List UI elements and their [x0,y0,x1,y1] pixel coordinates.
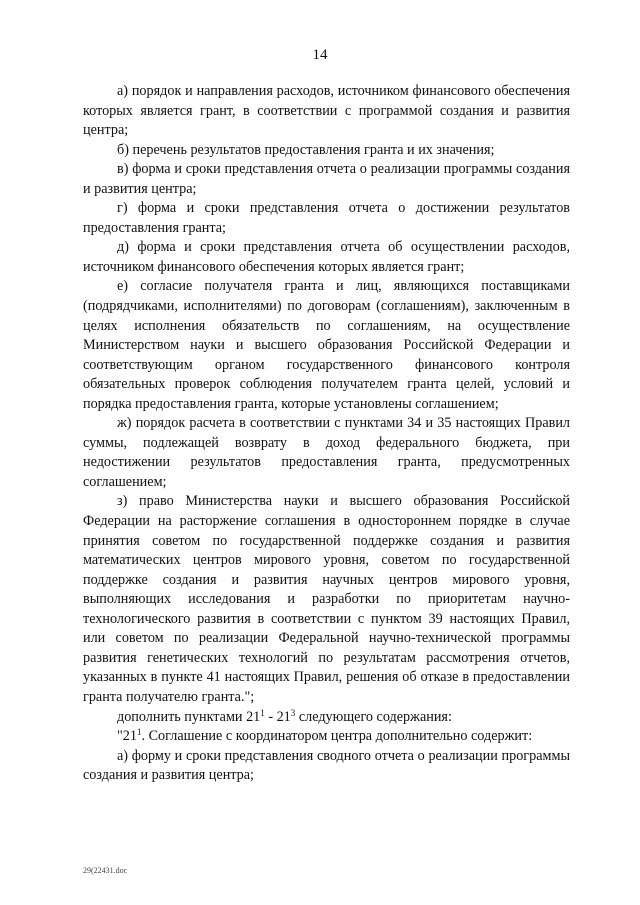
page-number: 14 [312,47,328,63]
paragraph-d: д) форма и сроки представления отчета об осуществлении расходов, источником финансового обеспечения которых является грант; [83,239,570,275]
point-21-text-end: . Соглашение с координатором центра дополнительно содержит: [141,728,533,745]
add-points-text-end: следующего содержания: [295,708,452,725]
add-points-text-start: дополнить пунктами 21 [117,708,261,725]
point-21-text-start: "21 [117,728,137,745]
document-body [83,82,570,786]
footer-doc-code: 29(22431.doc [83,866,128,875]
paragraph-21-1 [83,727,570,747]
add-points-text-mid: - 21 [264,708,291,725]
superscript: 3 [290,707,296,718]
paragraph-a: а) порядок и направления расходов, источником финансового обеспечения которых является грант, в соответствии с программой создания и развития центра; [83,83,570,139]
paragraph-g: г) форма и сроки представления отчета о достижении результатов предоставления гранта; [83,200,570,236]
paragraph-z: з) право Министерства науки и высшего образования Российской Федерации на расторжение соглашения в одностороннем порядке в случае принятия советом по государственной поддержке создания и развития математических центров мирового уровня, советом по государственной поддержке создания и развития научных центров мирового уровня, выполняющих исследования и разработки по приоритетам научно-технологического развития в соответствии с пунктом 39 настоящих Правил, или советом по реализации Федеральной научно-технической программы развития генетических технологий по результатам рассмотрения отчетов, указанных в пункте 41 настоящих Правил, решения об отказе в предоставлении гранта получателю гранта."; [83,493,570,705]
paragraph-b: б) перечень результатов предоставления гранта и их значения; [117,141,495,158]
paragraph-a2: а) форму и сроки представления сводного отчета о реализации программы создания и развития центра; [83,747,570,784]
paragraph-e: е) согласие получателя гранта и лиц, являющихся поставщиками (подрядчиками, исполнителями) по договорам (соглашениям), заключенным в целях исполнения обязательств по соглашениям, на осуществление Министерством науки и высшего образования Российской Федерации и соответствующим органом государственного финансового контроля обязательных проверок соблюдения получателем гранта целей, условий и порядка предоставления гранта, которые установлены соглашением; [83,278,570,412]
paragraph-zh: ж) порядок расчета в соответствии с пунктами 34 и 35 настоящих Правил суммы, подлежащей возврату в доход федерального бюджета, при недостижении результатов предоставления гранта, предусмотренных соглашением; [83,415,570,490]
superscript: 1 [260,707,265,718]
superscript: 1 [136,727,142,738]
paragraph-add-points [83,708,570,728]
paragraph-v: в) форма и сроки представления отчета о реализации программы создания и развития центра; [83,161,570,197]
